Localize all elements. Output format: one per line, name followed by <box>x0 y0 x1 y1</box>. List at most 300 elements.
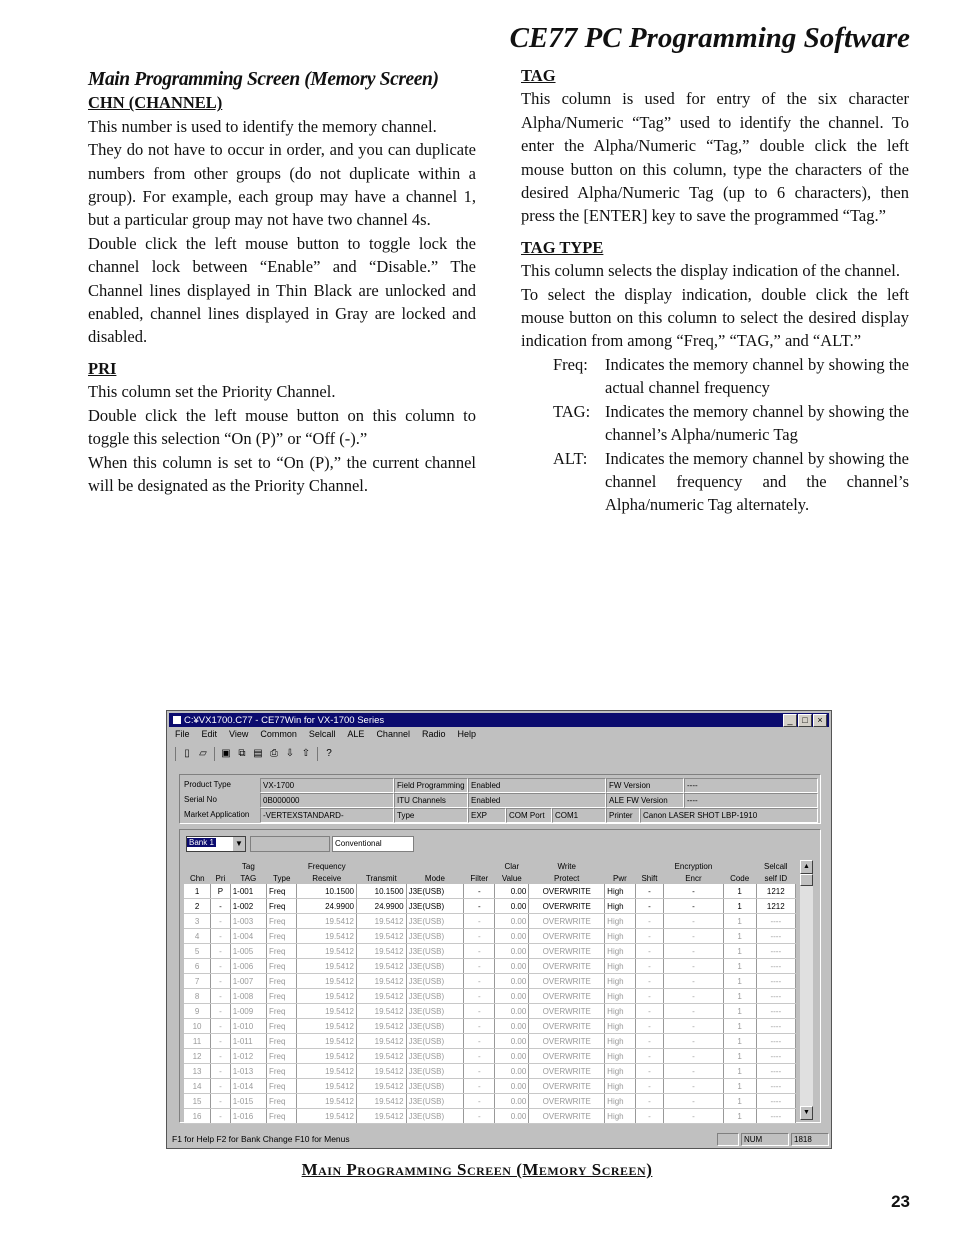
memory-channel-panel <box>179 829 821 1123</box>
info-label: COM Port <box>506 808 552 823</box>
table-cell: 14 <box>184 1079 211 1094</box>
table-cell: - <box>464 974 495 989</box>
table-cell: 1 <box>723 1049 756 1064</box>
menu-radio[interactable]: Radio <box>421 729 446 739</box>
table-cell: Freq <box>266 989 297 1004</box>
column-header: Value <box>501 873 522 883</box>
table-cell: 1-014 <box>230 1079 266 1094</box>
field-programming-value: Enabled <box>468 778 606 793</box>
table-cell: 1-006 <box>230 959 266 974</box>
column-header: Transmit <box>365 873 397 883</box>
market-value: -VERTEXSTANDARD- <box>260 808 394 823</box>
table-cell: J3E(USB) <box>406 1004 464 1019</box>
menu-selcall[interactable]: Selcall <box>308 729 336 739</box>
column-header: Pwr <box>613 873 627 883</box>
table-cell: 13 <box>184 1064 211 1079</box>
table-cell: - <box>464 899 495 914</box>
table-cell: 0.00 <box>495 1109 529 1124</box>
table-cell: 0.00 <box>495 929 529 944</box>
definition-term: Freq: <box>553 354 588 374</box>
column-header: Chn <box>189 873 205 883</box>
table-cell: 1 <box>723 1019 756 1034</box>
table-cell: J3E(USB) <box>406 1034 464 1049</box>
table-cell: ---- <box>756 989 795 1004</box>
info-label: FW Version <box>606 778 684 793</box>
table-cell: High <box>605 1049 636 1064</box>
scroll-down-arrow-icon[interactable]: ▼ <box>800 1106 813 1120</box>
table-cell: ---- <box>756 974 795 989</box>
open-icon[interactable]: ▱ <box>199 748 207 759</box>
info-label: Type <box>394 808 468 823</box>
table-cell: - <box>464 1064 495 1079</box>
table-cell: ---- <box>756 1049 795 1064</box>
table-cell: ---- <box>756 1019 795 1034</box>
table-cell: 1 <box>723 974 756 989</box>
table-cell: - <box>464 1049 495 1064</box>
table-cell: 19.5412 <box>356 929 406 944</box>
table-cell: 1-001 <box>230 884 266 899</box>
table-cell: ---- <box>756 914 795 929</box>
table-cell: High <box>605 1034 636 1049</box>
vertical-scrollbar[interactable] <box>800 860 813 1116</box>
table-cell: - <box>635 974 663 989</box>
table-cell: 1-008 <box>230 989 266 1004</box>
table-cell: 10.1500 <box>297 884 357 899</box>
column-header <box>211 860 231 872</box>
table-cell: 0.00 <box>495 1064 529 1079</box>
table-cell: - <box>464 959 495 974</box>
table-cell: - <box>211 974 231 989</box>
table-cell: 1-003 <box>230 914 266 929</box>
table-cell: - <box>664 944 724 959</box>
table-cell: - <box>635 914 663 929</box>
table-row[interactable] <box>184 1094 796 1109</box>
table-cell: - <box>664 1094 724 1109</box>
info-label: Field Programming <box>394 778 468 793</box>
table-cell: - <box>211 1109 231 1124</box>
table-cell: - <box>635 989 663 1004</box>
table-cell: 19.5412 <box>297 929 357 944</box>
table-cell: Freq <box>266 1004 297 1019</box>
definition-term: TAG: <box>553 401 591 421</box>
column-header: Tag <box>241 861 255 871</box>
table-cell: ---- <box>756 1109 795 1124</box>
minimize-button[interactable]: _ <box>783 714 797 727</box>
table-cell: - <box>664 884 724 899</box>
tag-type-paragraph-2: To select the display indication, double click the left mouse button on this column to select the desired display indication from among “Freq,” “TAG,” and “ALT.” <box>521 284 909 351</box>
table-cell: 5 <box>184 944 211 959</box>
table-cell: - <box>635 1019 663 1034</box>
table-cell: 0.00 <box>495 1094 529 1109</box>
table-cell: - <box>211 1079 231 1094</box>
save-icon[interactable]: ▣ <box>221 748 231 759</box>
definition-desc: Indicates the memory channel by showing the actual channel frequency <box>605 354 909 398</box>
table-cell: Freq <box>266 899 297 914</box>
table-cell: 19.5412 <box>297 914 357 929</box>
toolbar <box>173 745 336 763</box>
table-cell: OVERWRITE <box>529 1064 605 1079</box>
menu-file[interactable]: File <box>175 729 190 739</box>
scroll-track[interactable] <box>800 886 813 1106</box>
table-cell: J3E(USB) <box>406 1049 464 1064</box>
table-row[interactable] <box>184 929 796 944</box>
table-cell: J3E(USB) <box>406 959 464 974</box>
definition-tag <box>553 400 909 447</box>
table-cell: - <box>664 899 724 914</box>
table-cell: 0.00 <box>495 1004 529 1019</box>
table-cell: - <box>664 1079 724 1094</box>
table-cell: 19.5412 <box>297 1019 357 1034</box>
chn-paragraph-3: Double click the left mouse button to toggle lock the channel lock between “Enable” and “Disable.” The Channel lines displayed in Thin Black are unlocked and enabled, channel lines displayed in Gray are locked and disabled. <box>88 233 476 347</box>
table-cell: J3E(USB) <box>406 914 464 929</box>
table-cell: 1-010 <box>230 1019 266 1034</box>
table-cell: 19.5412 <box>356 1079 406 1094</box>
table-cell: ---- <box>756 1004 795 1019</box>
column-header <box>635 860 663 872</box>
table-cell: - <box>464 1004 495 1019</box>
table-cell: High <box>605 974 636 989</box>
table-cell: 19.5412 <box>297 974 357 989</box>
info-label: Product Type <box>184 780 231 789</box>
table-cell: - <box>464 929 495 944</box>
status-help-text: F1 for Help F2 for Bank Change F10 for Menus <box>172 1134 350 1144</box>
table-cell: 1 <box>723 884 756 899</box>
app-icon <box>173 716 181 724</box>
table-cell: Freq <box>266 1034 297 1049</box>
table-cell: 1 <box>723 914 756 929</box>
table-cell: 1 <box>723 959 756 974</box>
table-row[interactable] <box>184 1064 796 1079</box>
definition-desc: Indicates the memory channel by showing the channel frequency and the channel’s Alpha/numeric Tag alternately. <box>605 448 909 515</box>
table-cell: High <box>605 1109 636 1124</box>
table-cell: - <box>635 899 663 914</box>
fw-version-value: ---- <box>684 778 818 793</box>
definition-term: ALT: <box>553 448 588 468</box>
table-cell: 0.00 <box>495 1034 529 1049</box>
column-header: Encr <box>685 873 702 883</box>
right-column <box>521 64 909 517</box>
table-cell: 19.5412 <box>297 1004 357 1019</box>
page-number: 23 <box>891 1192 910 1211</box>
column-header <box>356 860 406 872</box>
table-cell: 19.5412 <box>297 1094 357 1109</box>
table-row[interactable] <box>184 944 796 959</box>
column-header <box>406 860 464 872</box>
table-cell: High <box>605 989 636 1004</box>
table-cell: 2 <box>184 899 211 914</box>
menu-help[interactable]: Help <box>457 729 476 739</box>
table-cell: 1 <box>723 1094 756 1109</box>
table-cell: OVERWRITE <box>529 1049 605 1064</box>
table-cell: 1-012 <box>230 1049 266 1064</box>
table-row[interactable] <box>184 1034 796 1049</box>
table-row[interactable] <box>184 884 796 899</box>
table-cell: - <box>464 914 495 929</box>
table-cell: 7 <box>184 974 211 989</box>
table-cell: 19.5412 <box>356 989 406 1004</box>
table-cell: 8 <box>184 989 211 1004</box>
paste-icon[interactable]: ▤ <box>253 748 263 759</box>
table-cell: 1 <box>723 1034 756 1049</box>
mode-field[interactable]: Conventional <box>332 836 414 852</box>
pri-paragraph-1: This column set the Priority Channel. <box>88 382 336 402</box>
table-cell: Freq <box>266 1019 297 1034</box>
table-cell: P <box>211 884 231 899</box>
table-cell: - <box>635 884 663 899</box>
column-header: Type <box>273 873 291 883</box>
table-cell: ---- <box>756 959 795 974</box>
table-cell: 19.5412 <box>297 1064 357 1079</box>
table-cell: 1212 <box>756 884 795 899</box>
table-cell: 19.5412 <box>297 944 357 959</box>
table-cell: - <box>211 899 231 914</box>
table-cell: 1-009 <box>230 1004 266 1019</box>
table-cell: - <box>664 914 724 929</box>
table-cell: High <box>605 914 636 929</box>
table-cell: 15 <box>184 1094 211 1109</box>
table-row[interactable] <box>184 974 796 989</box>
table-cell: 1-016 <box>230 1109 266 1124</box>
blank-field[interactable] <box>250 836 330 852</box>
table-cell: - <box>211 989 231 1004</box>
table-cell: - <box>211 1064 231 1079</box>
table-cell: - <box>664 1004 724 1019</box>
table-cell: 0.00 <box>495 974 529 989</box>
table-cell: 1 <box>723 1109 756 1124</box>
chevron-down-icon[interactable]: ▼ <box>233 837 245 851</box>
column-header: Mode <box>424 873 445 883</box>
column-header: Encryption <box>674 861 713 871</box>
table-cell: - <box>635 929 663 944</box>
table-cell: 1-007 <box>230 974 266 989</box>
menu-ale[interactable]: ALE <box>347 729 365 739</box>
table-cell: - <box>211 1049 231 1064</box>
menu-view[interactable]: View <box>229 729 249 739</box>
table-cell: 1 <box>723 989 756 1004</box>
table-cell: 0.00 <box>495 1079 529 1094</box>
table-header-row <box>184 860 796 872</box>
table-cell: J3E(USB) <box>406 929 464 944</box>
printer-value: Canon LASER SHOT LBP-1910 <box>640 808 818 823</box>
table-cell: 24.9900 <box>297 899 357 914</box>
tag-paragraph: This column is used for entry of the six character Alpha/Numeric “Tag” used to identify the channel. To enter the Alpha/Numeric “Tag,” double click the left mouse button on this column, type the characters of the desired Alpha/Numeric Tag (up to 6 characters), then press the [ENTER] key to save the programmed “Tag.” <box>521 89 909 226</box>
table-cell: Freq <box>266 1049 297 1064</box>
table-cell: J3E(USB) <box>406 974 464 989</box>
column-header <box>723 860 756 872</box>
table-cell: Freq <box>266 959 297 974</box>
table-cell: - <box>211 959 231 974</box>
column-header: self ID <box>764 873 788 883</box>
table-cell: 19.5412 <box>356 974 406 989</box>
table-cell: 1-015 <box>230 1094 266 1109</box>
table-cell: 19.5412 <box>356 1094 406 1109</box>
write-radio-icon[interactable]: ⇧ <box>301 748 311 759</box>
table-cell: 1 <box>723 929 756 944</box>
print-icon[interactable]: ⎙ <box>270 748 278 759</box>
table-cell: OVERWRITE <box>529 989 605 1004</box>
table-cell: 6 <box>184 959 211 974</box>
table-cell: J3E(USB) <box>406 884 464 899</box>
column-header <box>184 860 211 872</box>
info-label: Market Application <box>184 810 250 819</box>
table-cell: 19.5412 <box>356 959 406 974</box>
product-type-value: VX-1700 <box>260 778 394 793</box>
status-code: 1818 <box>791 1133 829 1146</box>
table-cell: ---- <box>756 1079 795 1094</box>
table-cell: 1 <box>723 1079 756 1094</box>
table-cell: J3E(USB) <box>406 1094 464 1109</box>
itu-channels-value: Enabled <box>468 793 606 808</box>
table-cell: - <box>635 959 663 974</box>
table-row[interactable] <box>184 899 796 914</box>
table-row[interactable] <box>184 1109 796 1124</box>
table-cell: 19.5412 <box>297 1034 357 1049</box>
scroll-up-arrow-icon[interactable]: ▲ <box>800 860 813 874</box>
table-cell: 0.00 <box>495 914 529 929</box>
column-header: Selcall <box>764 861 788 871</box>
table-cell: - <box>635 1034 663 1049</box>
table-cell: 19.5412 <box>356 914 406 929</box>
menu-bar <box>175 729 476 739</box>
table-cell: - <box>211 914 231 929</box>
memory-channel-table <box>184 860 796 1124</box>
table-cell: - <box>464 989 495 1004</box>
tag-heading: TAG <box>521 66 556 85</box>
table-row[interactable] <box>184 914 796 929</box>
chn-paragraph-1: This number is used to identify the memory channel. <box>88 116 437 136</box>
chn-heading: CHN (CHANNEL) <box>88 93 223 113</box>
app-window-screenshot <box>166 710 832 1149</box>
menu-edit[interactable]: Edit <box>201 729 218 739</box>
table-row[interactable] <box>184 989 796 1004</box>
table-cell: OVERWRITE <box>529 974 605 989</box>
table-cell: 1-002 <box>230 899 266 914</box>
table-cell: 1 <box>723 1064 756 1079</box>
table-cell: 1-011 <box>230 1034 266 1049</box>
info-label: Serial No <box>184 795 217 804</box>
ale-fw-version-value: ---- <box>684 793 818 808</box>
column-header: Protect <box>554 873 580 883</box>
column-header: Filter <box>470 873 489 883</box>
table-cell: - <box>464 1034 495 1049</box>
table-cell: - <box>464 884 495 899</box>
table-cell: 4 <box>184 929 211 944</box>
column-header: Shift <box>641 873 658 883</box>
info-label: Printer <box>606 808 640 823</box>
status-bar <box>169 1132 829 1146</box>
table-cell: 11 <box>184 1034 211 1049</box>
table-cell: 1 <box>723 944 756 959</box>
menu-channel[interactable]: Channel <box>376 729 410 739</box>
table-cell: J3E(USB) <box>406 1109 464 1124</box>
table-cell: J3E(USB) <box>406 1064 464 1079</box>
table-cell: 0.00 <box>495 944 529 959</box>
table-cell: Freq <box>266 944 297 959</box>
table-cell: 19.5412 <box>356 1004 406 1019</box>
table-cell: 1-013 <box>230 1064 266 1079</box>
table-cell: - <box>464 1109 495 1124</box>
definition-freq <box>553 353 909 400</box>
table-cell: 0.00 <box>495 884 529 899</box>
menu-common[interactable]: Common <box>260 729 297 739</box>
pri-paragraph-2: Double click the left mouse button on this column to toggle this selection “On (P)” or “Off (-).” <box>88 405 476 449</box>
table-row[interactable] <box>184 1049 796 1064</box>
table-cell: - <box>635 1109 663 1124</box>
table-cell: - <box>211 929 231 944</box>
table-cell: ---- <box>756 1034 795 1049</box>
table-cell: High <box>605 1019 636 1034</box>
table-cell: 19.5412 <box>356 1049 406 1064</box>
radio-info-panel <box>179 774 821 824</box>
table-cell: High <box>605 1064 636 1079</box>
pri-heading: PRI <box>88 358 117 378</box>
table-cell: OVERWRITE <box>529 1019 605 1034</box>
table-cell: OVERWRITE <box>529 1004 605 1019</box>
table-cell: Freq <box>266 1079 297 1094</box>
table-cell: OVERWRITE <box>529 1094 605 1109</box>
table-row[interactable] <box>184 1079 796 1094</box>
table-cell: 1-005 <box>230 944 266 959</box>
table-cell: - <box>464 1019 495 1034</box>
table-cell: 19.5412 <box>356 1109 406 1124</box>
table-cell: - <box>664 1064 724 1079</box>
info-label: ITU Channels <box>394 793 468 808</box>
scroll-thumb[interactable] <box>800 874 813 886</box>
table-cell: - <box>211 1034 231 1049</box>
table-header-row <box>184 872 796 884</box>
column-header <box>266 860 297 872</box>
section-heading: Main Programming Screen (Memory Screen) <box>88 69 439 90</box>
table-cell: High <box>605 884 636 899</box>
copy-icon[interactable]: ⧉ <box>238 748 246 759</box>
table-cell: 19.5412 <box>356 944 406 959</box>
bank-select-value: Bank 1 <box>189 838 214 847</box>
column-header: Write <box>557 861 576 871</box>
window-title: C:¥VX1700.C77 - CE77Win for VX-1700 Series <box>184 714 385 726</box>
table-cell: 1-004 <box>230 929 266 944</box>
close-button[interactable]: × <box>813 714 827 727</box>
column-header: Clar <box>504 861 520 871</box>
table-cell: OVERWRITE <box>529 929 605 944</box>
new-icon[interactable]: ▯ <box>184 748 190 759</box>
table-row[interactable] <box>184 1019 796 1034</box>
bank-select[interactable] <box>186 836 246 852</box>
table-cell: 19.5412 <box>356 1019 406 1034</box>
table-cell: - <box>635 1004 663 1019</box>
table-cell: - <box>664 959 724 974</box>
table-cell: 16 <box>184 1109 211 1124</box>
serial-no-value: 0B000000 <box>260 793 394 808</box>
table-cell: High <box>605 959 636 974</box>
table-cell: - <box>211 1004 231 1019</box>
table-cell: High <box>605 1079 636 1094</box>
table-cell: Freq <box>266 974 297 989</box>
table-cell: OVERWRITE <box>529 884 605 899</box>
table-cell: High <box>605 1094 636 1109</box>
definition-desc: Indicates the memory channel by showing the channel’s Alpha/numeric Tag <box>605 401 909 445</box>
help-icon[interactable]: ? <box>326 748 332 759</box>
table-cell: - <box>635 944 663 959</box>
maximize-button[interactable]: □ <box>798 714 812 727</box>
table-cell: - <box>635 1049 663 1064</box>
table-cell: 19.5412 <box>297 989 357 1004</box>
read-radio-icon[interactable]: ⇩ <box>285 748 295 759</box>
definition-alt <box>553 447 909 517</box>
table-cell: ---- <box>756 929 795 944</box>
table-row[interactable] <box>184 1004 796 1019</box>
table-row[interactable] <box>184 959 796 974</box>
table-cell: 10.1500 <box>356 884 406 899</box>
